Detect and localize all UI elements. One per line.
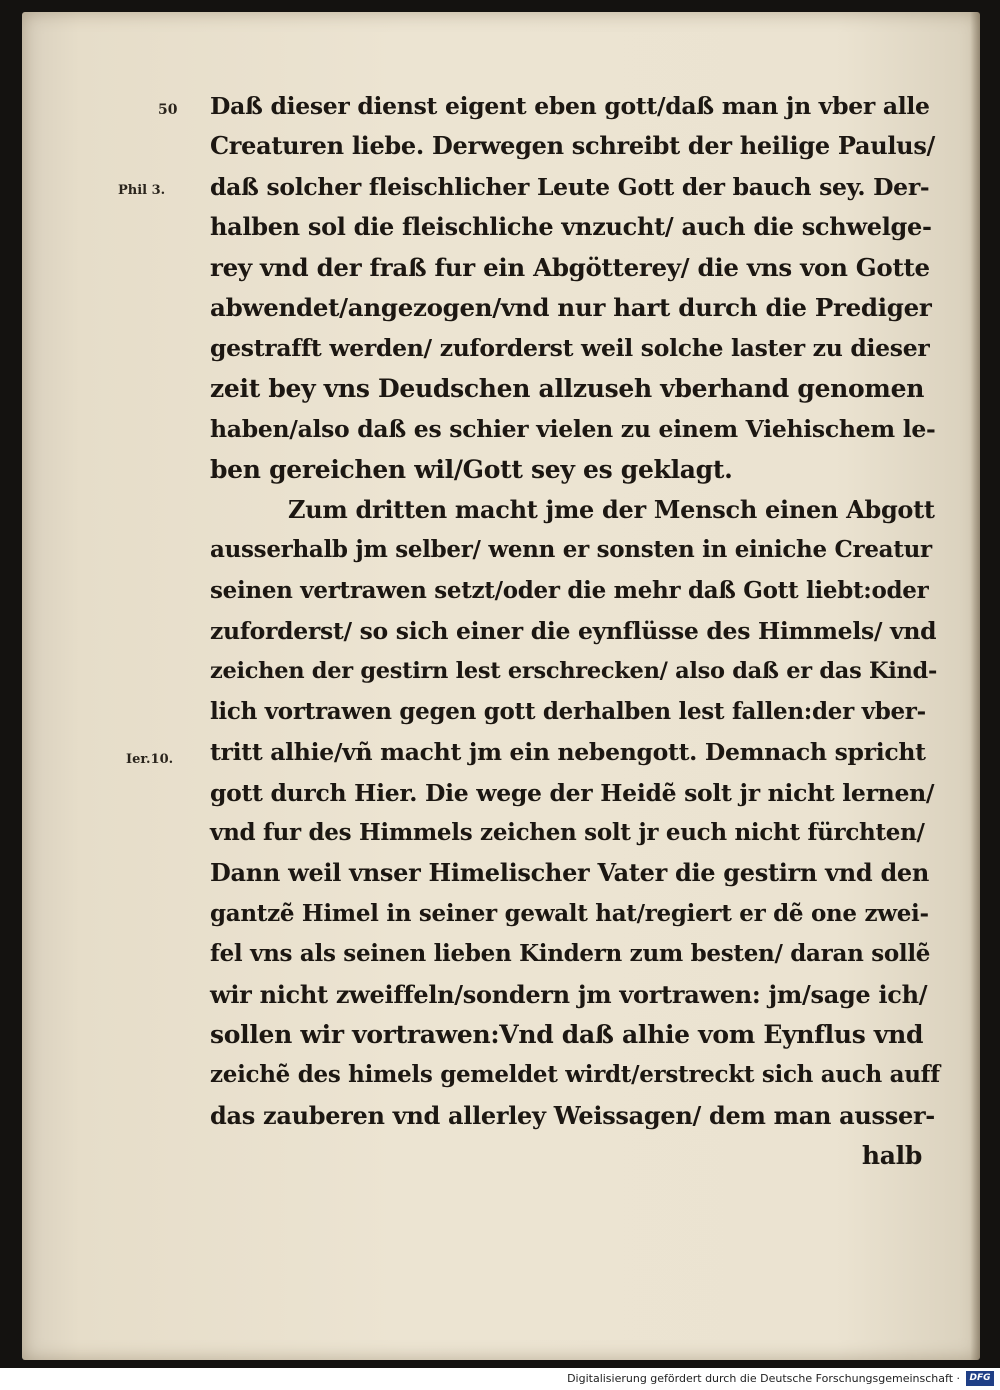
text-line: vnd fur des Himmels zeichen solt jr euch nicht fürchten/ (210, 819, 925, 847)
text-line: Creaturen liebe. Derwegen schreibt der heilige Paulus/ (210, 131, 935, 161)
text-line: gestrafft werden/ zuforderst weil solche laster zu dieser (210, 334, 930, 363)
text-line: gott durch Hier. Die wege der Heidẽ solt jr nicht lernen/ (210, 778, 935, 807)
text-line: wir nicht zweiffeln/sondern jm vortrawen: jm/sage ich/ (210, 979, 928, 1009)
page-edge-shadow (970, 12, 980, 1360)
text-line: ben gereichen wil/Gott sey es geklagt. (210, 454, 733, 484)
text-line: lich vortrawen gegen gott derhalben lest fallen:der vber- (210, 697, 926, 725)
text-line: fel vns als seinen lieben Kindern zum besten/ daran sollẽ (210, 940, 931, 968)
page-number: 50 (158, 102, 178, 118)
text-line: das zauberen vnd allerley Weissagen/ dem man ausser- (210, 1100, 935, 1130)
funding-credit: Digitalisierung gefördert durch die Deutsche Forschungsgemeinschaft · (567, 1372, 960, 1385)
text-line: halb (861, 1141, 922, 1171)
text-line: Zum dritten macht jme der Mensch einen Abgott (288, 494, 935, 524)
text-line: halben sol die fleischliche vnzucht/ auch die schwelge- (210, 212, 932, 242)
text-line: Daß dieser dienst eigent eben gott/daß man jn vber alle (210, 92, 930, 120)
dfg-logo: DFG (966, 1371, 994, 1386)
text-line: zeichẽ des himels gemeldet wirdt/erstreckt sich auch auff (210, 1061, 940, 1089)
body-text (210, 86, 940, 1177)
margin-note-ier: Ier.10. (126, 752, 174, 767)
text-line: rey vnd der fraß fur ein Abgötterey/ die vns von Gotte (210, 252, 930, 282)
text-line: haben/also daß es schier vielen zu einem Viehischem le- (210, 415, 936, 444)
text-line: seinen vertrawen setzt/oder die mehr daß Gott liebt:oder (210, 576, 929, 604)
text-line: abwendet/angezogen/vnd nur hart durch die Prediger (210, 292, 932, 322)
text-line: zeit bey vns Deudschen allzuseh vberhand genomen (210, 373, 925, 403)
text-line: tritt alhie/vñ macht jm ein nebengott. Demnach spricht (210, 738, 926, 767)
text-line: sollen wir vortrawen:Vnd daß alhie vom Eynflus vnd (210, 1019, 924, 1049)
text-line: gantzẽ Himel in seiner gewalt hat/regiert er dẽ one zwei- (210, 899, 929, 927)
margin-note-phil: Phil 3. (118, 183, 166, 198)
text-line: zeichen der gestirn lest erschrecken/ also daß er das Kind- (210, 658, 937, 685)
text-line: zuforderst/ so sich einer die eynflüsse des Himmels/ vnd (210, 617, 937, 646)
text-line: Dann weil vnser Himelischer Vater die gestirn vnd den (210, 858, 930, 888)
footer-bar (0, 1368, 1000, 1390)
text-line: daß solcher fleischlicher Leute Gott der bauch sey. Der- (210, 172, 930, 201)
text-line: ausserhalb jm selber/ wenn er sonsten in einiche Creatur (210, 536, 932, 564)
